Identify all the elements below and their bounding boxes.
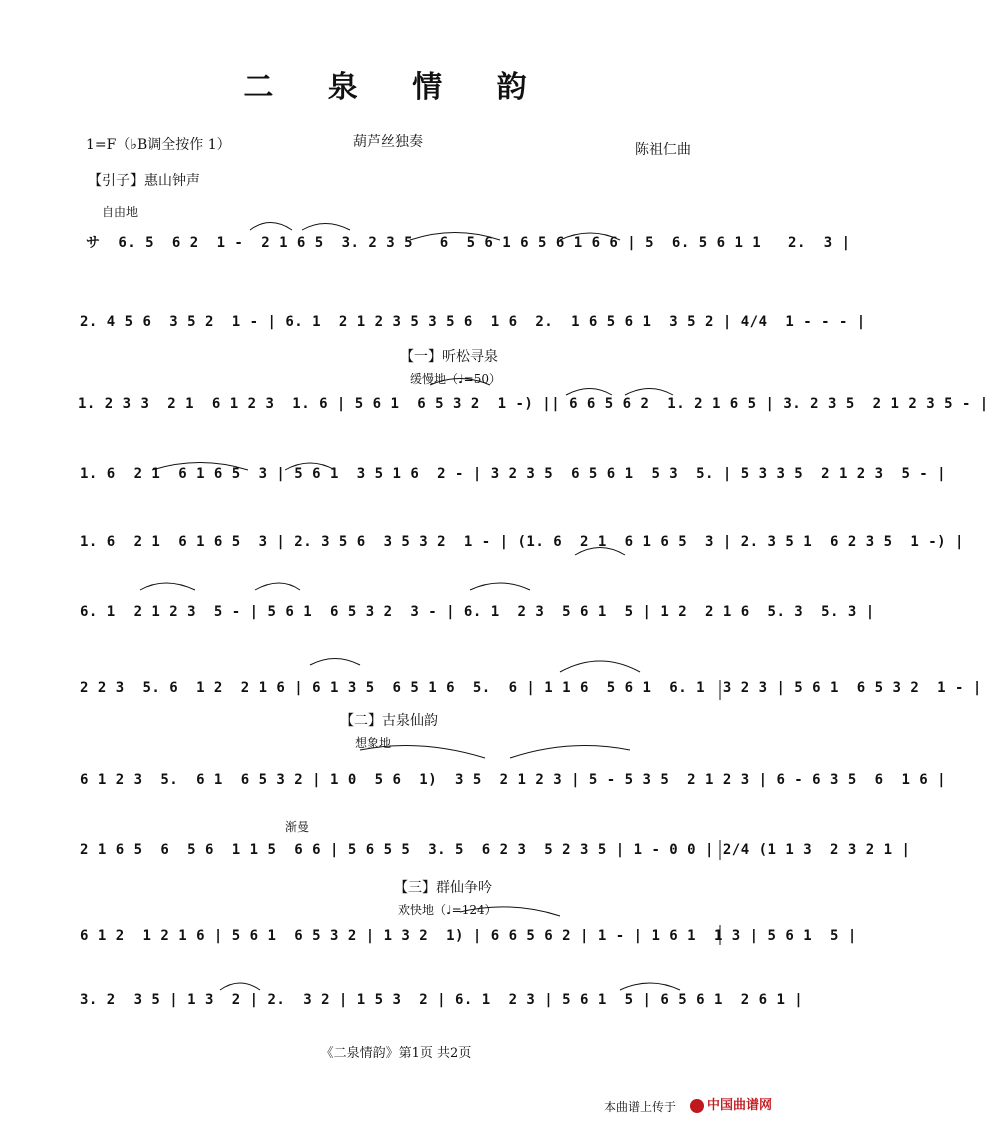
score-row-3: 1. 2 3 3 2 1 6 1 2 3 1. 6 | 5 6 1 6 5 3 2 1 -) || 6 6 5 6 2 1. 2 1 6 5 | 3. 2 3 5 2 1 2 3 5 - | [78, 396, 989, 412]
score-row-7: 2 2 3 5. 6 1 2 2 1 6 | 6 1 3 5 6 5 1 6 5. 6 | 1 1 6 5 6 1 6. 1 3 2 3 | 5 6 1 6 5 3 2 1 - | [80, 680, 982, 696]
score-row-2: 2. 4 5 6 3 5 2 1 - | 6. 1 2 1 2 3 5 3 5 6 1 6 2. 1 6 5 6 1 3 5 2 | 4/4 1 - - - | [80, 314, 866, 330]
composer: 陈祖仁曲 [635, 142, 691, 158]
logo-text: 中国曲谱网 [707, 1098, 773, 1113]
section-intro: 【引子】惠山钟声 [88, 173, 200, 189]
score-row-9: 2 1 6 5 6 5 6 1 1 5 6 6 | 5 6 5 5 3. 5 6 2 3 5 2 3 5 | 1 - 0 0 | 2/4 (1 1 3 2 3 2 1 | [80, 842, 911, 858]
score-row-10: 6 1 2 1 2 1 6 | 5 6 1 6 5 3 2 | 1 3 2 1) | 6 6 5 6 2 | 1 - | 1 6 1 1 3 | 5 6 1 5 | [80, 928, 857, 944]
score-row-5: 1. 6 2 1 6 1 6 5 3 | 2. 3 5 6 3 5 3 2 1 - | (1. 6 2 1 6 1 6 5 3 | 2. 3 5 1 6 2 3 5 1 -) | [80, 534, 964, 550]
logo-icon [690, 1099, 704, 1113]
dynamic-mark: 渐曼 [285, 820, 310, 834]
page-title: 二 泉 情 韵 [243, 70, 549, 105]
score-row-4: 1. 6 2 1 6 1 6 5 3 | 5 6 1 3 5 1 6 2 - | 3 2 3 5 6 5 6 1 5 3 5. | 5 3 3 5 2 1 2 3 5 - | [80, 466, 947, 482]
page-footer: 《二泉情韵》第1页 共2页 [320, 1046, 472, 1061]
section-2: 【二】古泉仙韵 [340, 713, 438, 729]
score-row-11: 3. 2 3 5 | 1 3 2 | 2. 3 2 | 1 5 3 2 | 6. 1 2 3 | 5 6 1 5 | 6 5 6 1 2 6 1 | [80, 992, 804, 1008]
site-logo[interactable] [690, 1094, 772, 1113]
section-1: 【一】听松寻泉 [400, 349, 498, 365]
score-row-1: サ 6. 5 6 2 1 - 2 1 6 5 3. 2 3 5 6 5 6 1 6 5 6 1 6 6 | 5 6. 5 6 1 1 2. 3 | [86, 235, 851, 251]
section-3: 【三】群仙争吟 [394, 880, 492, 896]
score-row-6: 6. 1 2 1 2 3 5 - | 5 6 1 6 5 3 2 3 - | 6. 1 2 3 5 6 1 5 | 1 2 2 1 6 5. 3 5. 3 | [80, 604, 875, 620]
tempo-intro: 自由地 [102, 205, 139, 219]
subtitle: 葫芦丝独奏 [353, 134, 423, 150]
key-signature: 1=F（♭B调全按作 1） [86, 137, 231, 153]
upload-note: 本曲谱上传于 [604, 1100, 677, 1114]
score-row-8: 6 1 2 3 5. 6 1 6 5 3 2 | 1 0 5 6 1) 3 5 2 1 2 3 | 5 - 5 3 5 2 1 2 3 | 6 - 6 3 5 6 1 6 | [80, 772, 947, 788]
tempo-1: 缓慢地（♩=50） [410, 372, 501, 386]
tempo-2: 想象地 [355, 736, 392, 750]
tempo-3: 欢快地（♩=124） [398, 903, 497, 917]
